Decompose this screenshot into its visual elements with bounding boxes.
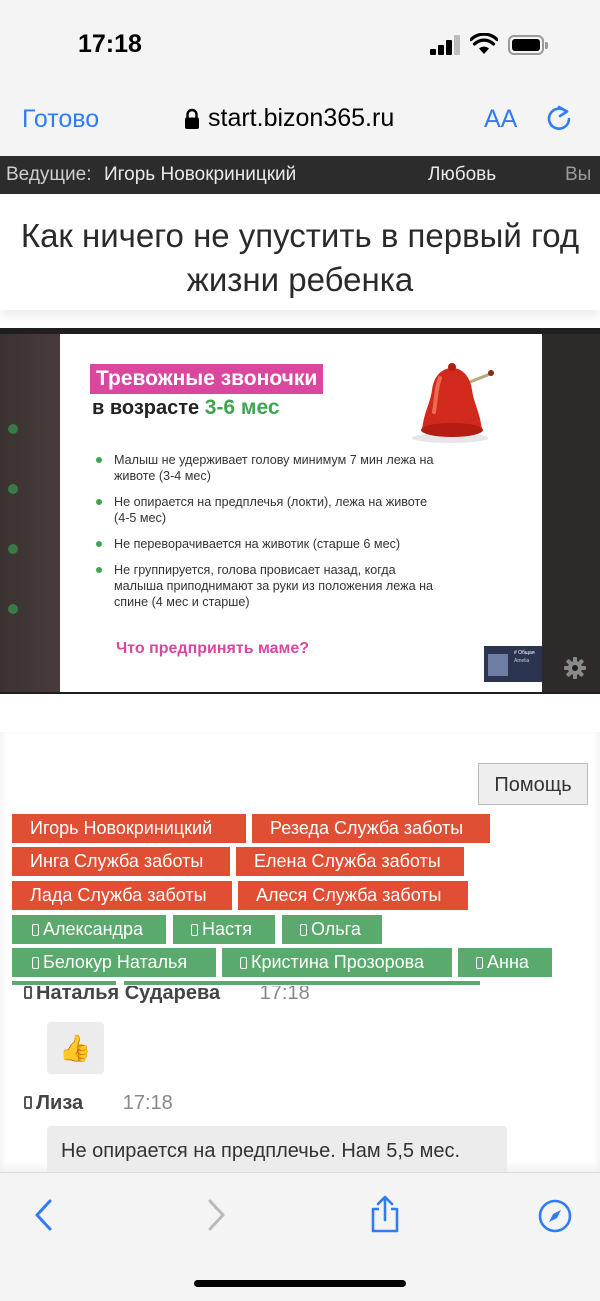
host-prefix: Ведущие: — [6, 164, 92, 185]
moderator-tag[interactable]: Резеда Служба заботы — [252, 814, 490, 843]
back-icon[interactable] — [32, 1198, 56, 1232]
moderator-tag[interactable]: Алеся Служба заботы — [238, 881, 468, 910]
moderator-tag[interactable]: Лада Служба заботы — [12, 881, 232, 910]
text-size-button[interactable] — [484, 105, 517, 134]
moderator-tag[interactable]: Елена Служба заботы — [236, 847, 464, 876]
participant-tag[interactable]: Кристина Прозорова — [222, 948, 452, 977]
presentation-slide — [60, 334, 542, 692]
participant-tag[interactable]: Белокур Наталья — [12, 948, 216, 977]
slide-bullet: Малыш не удерживает голову минимум 7 мин лежа на животе (3-4 мес) — [94, 452, 434, 484]
slide-question: Что предпринять маме? — [116, 640, 309, 657]
battery-icon — [508, 35, 544, 55]
wifi-icon — [470, 33, 498, 55]
done-button[interactable]: Готово — [22, 105, 100, 133]
phone-icon — [476, 957, 483, 969]
host-name: Игорь Новокриницкий — [104, 164, 297, 185]
chat-message — [24, 986, 584, 1076]
message-time: 17:18 — [122, 1092, 173, 1114]
phone-icon — [32, 957, 39, 969]
phone-icon — [300, 924, 307, 936]
home-indicator — [194, 1280, 406, 1287]
lock-icon — [184, 108, 200, 130]
forward-icon[interactable] — [204, 1198, 228, 1232]
phone-icon — [240, 957, 247, 969]
slide-age: 3-6 мес — [204, 396, 280, 419]
speaker-thumbnail: # Общая Amelia — [484, 646, 542, 682]
message-bubble: Не опирается на предплечье. Нам 5,5 мес. — [47, 1126, 507, 1172]
slide-subheading-prefix: в возрасте — [92, 397, 200, 419]
participant-tag[interactable]: Александра — [12, 915, 166, 944]
participant-tag[interactable]: Анна — [458, 948, 552, 977]
status-time: 17:18 — [78, 30, 142, 58]
text-size-label: AA — [484, 105, 518, 133]
url-field[interactable]: start.bizon365.ru — [208, 104, 395, 132]
nav-item-cut[interactable]: Вы — [565, 164, 592, 185]
help-button[interactable]: Помощь — [478, 763, 588, 805]
slide-bullet: Не переворачивается на животик (старше 6 мес) — [94, 536, 434, 552]
phone-icon — [24, 986, 32, 999]
moderator-tag[interactable]: Инга Служба заботы — [12, 847, 230, 876]
chat-message — [24, 1092, 584, 1172]
compass-icon[interactable] — [537, 1198, 573, 1234]
nav-item-love[interactable]: Любовь — [428, 164, 497, 185]
participant-tag[interactable]: Ольга — [282, 915, 382, 944]
slide-heading: Тревожные звоночки — [90, 364, 323, 394]
phone-icon — [24, 1096, 32, 1109]
message-author: Наталья Сударева — [36, 986, 221, 1004]
message-author: Лиза — [36, 1092, 84, 1114]
phone-icon — [32, 924, 39, 936]
message-time: 17:18 — [259, 986, 310, 1004]
share-icon[interactable] — [368, 1194, 402, 1234]
moderator-tag[interactable]: Игорь Новокриницкий — [12, 814, 246, 843]
slide-bullet: Не опирается на предплечья (локти), лежа на животе (4-5 мес) — [94, 494, 434, 526]
signal-icon — [430, 35, 462, 55]
settings-gear-icon[interactable] — [563, 656, 587, 680]
reload-icon[interactable] — [544, 104, 574, 134]
phone-icon — [191, 924, 198, 936]
bell-icon — [400, 360, 500, 444]
message-bubble: 👍 — [47, 1022, 104, 1074]
webinar-title: Как ничего не упустить в первый год жизни ребенка — [20, 217, 580, 298]
webinar-host-bar — [0, 156, 600, 194]
slide-bullet: Не группируется, голова провисает назад, когда малыша приподнимают за руки из положения лежа на спине (4 мес и старше) — [94, 562, 434, 610]
slide-subheading — [92, 396, 280, 420]
participant-tag[interactable]: Настя — [173, 915, 275, 944]
slide-bullet-list — [94, 452, 434, 610]
